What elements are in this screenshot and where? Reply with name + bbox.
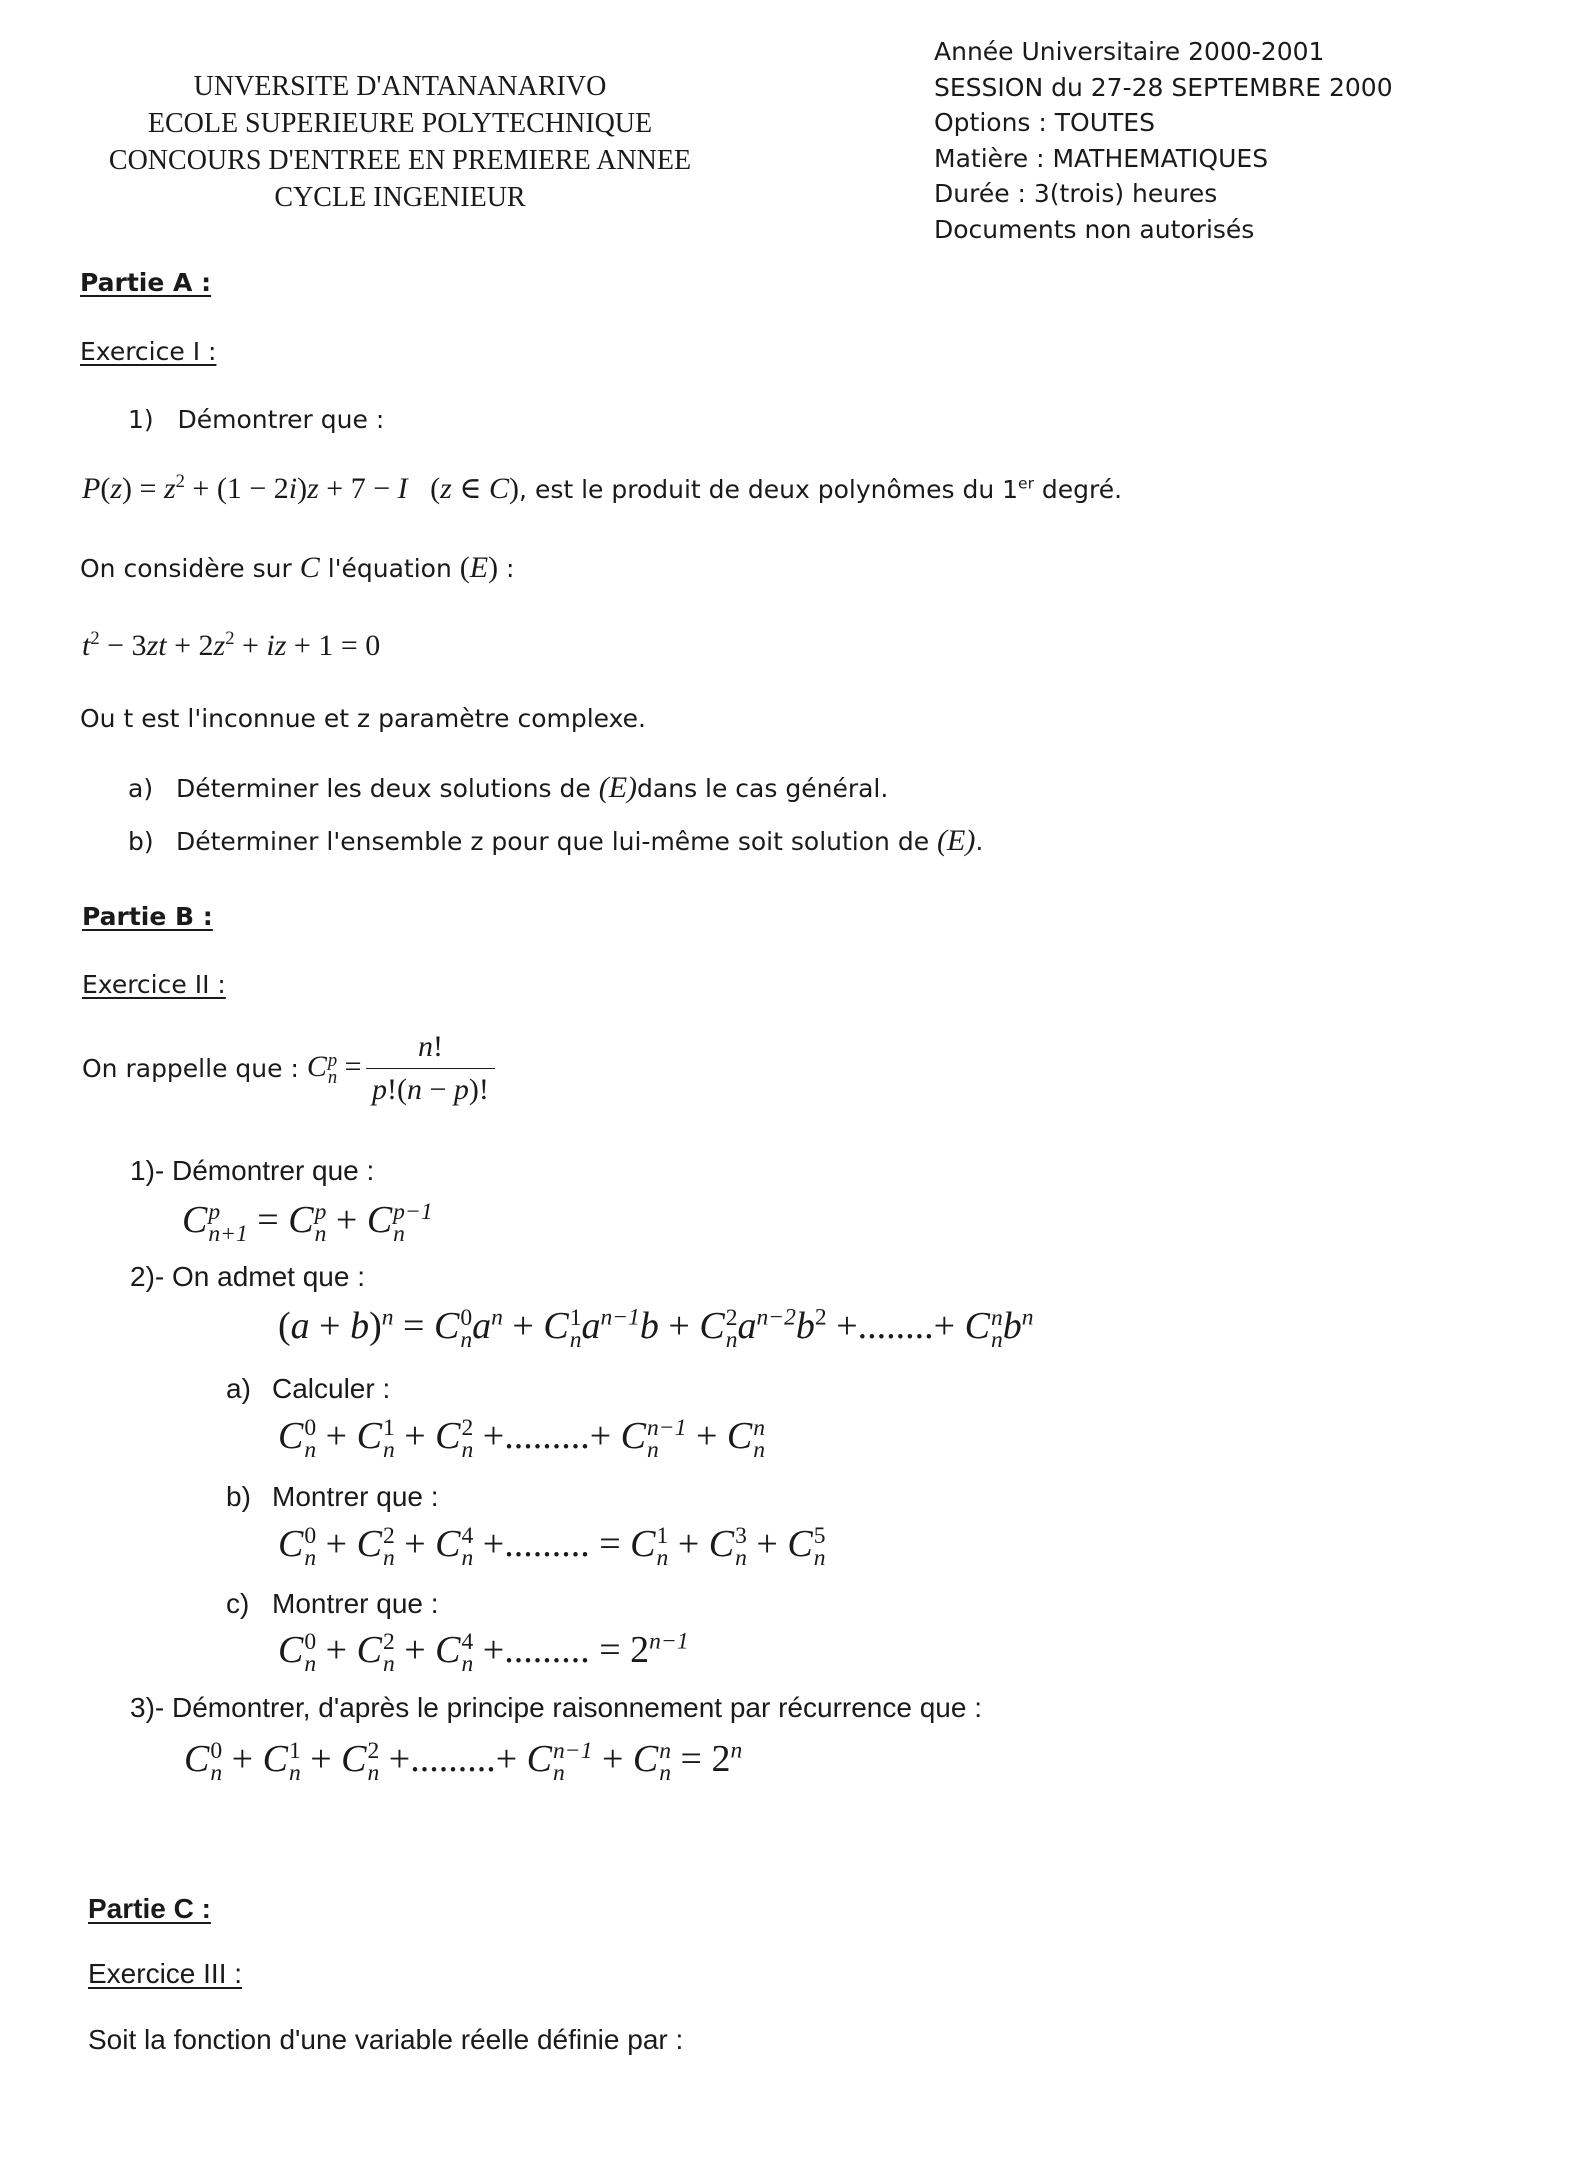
institution-block — [20, 68, 780, 216]
part-a-title: Partie A : — [80, 268, 212, 297]
exercise-2-item-b — [226, 1481, 439, 1513]
exercise-2-item-a — [226, 1373, 390, 1405]
induction-formula: C 0 n + C 1 n + C 2 n +.........+ C n−1 n + C n n = $2^n$ — [184, 1737, 743, 1787]
exercise-2-title: Exercice II : — [82, 970, 226, 999]
exercise-1-item-b: b) Déterminer l'ensemble z pour que lui-même soit solution de (E). — [128, 824, 984, 857]
institution-line: UNVERSITE D'ANTANANARIVO — [193, 71, 607, 102]
polynomial-text-end: degré. — [1033, 475, 1123, 504]
recall-text: On rappelle que : — [82, 1054, 307, 1083]
exam-info-line: Documents non autorisés — [934, 214, 1255, 244]
sum-formula-b: C 0 n + C 2 n + C 4 n +......... = C 1 n + C 3 n + C 5 n — [278, 1522, 826, 1572]
exercise-2-q2: 2)- On admet que : — [130, 1261, 366, 1292]
degree-superscript: er — [1018, 474, 1034, 493]
q1-text: Démontrer que : — [177, 405, 385, 434]
item-c-label: c) — [226, 1588, 250, 1619]
item-a-text-end: dans le cas général. — [637, 774, 889, 803]
exam-info-line: Année Universitaire 2000-2001 — [934, 37, 1325, 66]
equation-e-label: (E) — [459, 551, 499, 584]
institution-line: ECOLE SUPERIEURE POLYTECHNIQUE — [147, 108, 653, 139]
item-a-text: Déterminer les deux solutions de — [176, 774, 599, 803]
exercise-1-title: Exercice I : — [80, 337, 217, 366]
intro-text: : — [498, 554, 515, 583]
item-b-text: Montrer que : — [272, 1481, 439, 1512]
exercise-3-text: Soit la fonction d'une variable réelle définie par : — [88, 2024, 684, 2055]
intro-text: On considère sur — [80, 554, 300, 583]
sum-formula-a: C 0 n + C 1 n + C 2 n +.........+ C n−1 n + C n n — [278, 1414, 766, 1464]
part-c-title: Partie C : — [88, 1893, 211, 1924]
exercise-2-q3: 3)- Démontrer, d'après le principe raisonnement par récurrence que : — [130, 1692, 982, 1723]
binomial-theorem: $(a + b)^n = C$ 0 n $a^n + C$ 1 n $a^{n-1}b + C$ 2 n $a^{n-2}b^2$ +........+ C n n $b^n$ — [278, 1304, 1034, 1354]
unknown-statement: Ou t est l'inconnue et z paramètre complexe. — [80, 704, 646, 733]
item-b-label: b) — [128, 827, 154, 856]
pascal-identity: C p n+1 = C p n + C p−1 n — [182, 1198, 433, 1248]
exercise-2-item-c — [226, 1588, 439, 1620]
exam-info-line: Durée : 3(trois) heures — [934, 179, 1218, 208]
exercise-1-item-a: a) Déterminer les deux solutions de (E)dans le cas général. — [128, 771, 889, 804]
equation-intro — [80, 551, 514, 585]
exercise-3-title: Exercice III : — [88, 1958, 243, 1989]
institution-line: CONCOURS D'ENTREE EN PREMIERE ANNEE — [108, 145, 692, 176]
exam-info-block — [934, 34, 1393, 247]
polynomial-statement — [82, 471, 1122, 506]
exercise-2-q1: 1)- Démontrer que : — [130, 1155, 375, 1186]
set-c: C — [299, 551, 320, 584]
equation-e-formula: $t^2 - 3zt + 2z^2$ + iz + 1 = 0 — [82, 628, 381, 662]
item-b-text: Déterminer l'ensemble z pour que lui-même soit solution de — [176, 827, 938, 856]
item-b-text-end: . — [975, 827, 984, 856]
binomial-definition: On rappelle que : C p n = $\frac{n!}{p!(n - p)!}$ — [82, 1030, 495, 1107]
q1-label: 1) — [128, 405, 154, 434]
polynomial-text: , est le produit de deux polynômes du 1 — [519, 475, 1019, 504]
item-c-text: Montrer que : — [272, 1588, 439, 1619]
binomial-fraction: $\frac{n!}{p!(n - p)!}$ — [366, 1030, 495, 1107]
intro-text: l'équation — [319, 554, 460, 583]
item-a-label: a) — [128, 774, 154, 803]
polynomial-formula: $P(z) = z^2 + (1 - 2i)z + 7 - I$ (z ∈ C) — [82, 471, 520, 505]
item-a-text: Calculer : — [272, 1373, 391, 1404]
institution-line: CYCLE INGENIEUR — [274, 182, 526, 213]
sum-formula-c: C 0 n + C 2 n + C 4 n +......... = $2^{n-1}$ — [278, 1628, 689, 1678]
item-a-label: a) — [226, 1373, 251, 1404]
exam-info-line: SESSION du 27-28 SEPTEMBRE 2000 — [934, 72, 1393, 102]
exam-info-line: Matière : MATHEMATIQUES — [934, 143, 1269, 173]
exam-info-line: Options : TOUTES — [934, 108, 1155, 137]
part-b-title: Partie B : — [82, 902, 213, 931]
item-b-label: b) — [226, 1481, 251, 1512]
exercise-1-q1 — [128, 405, 384, 434]
